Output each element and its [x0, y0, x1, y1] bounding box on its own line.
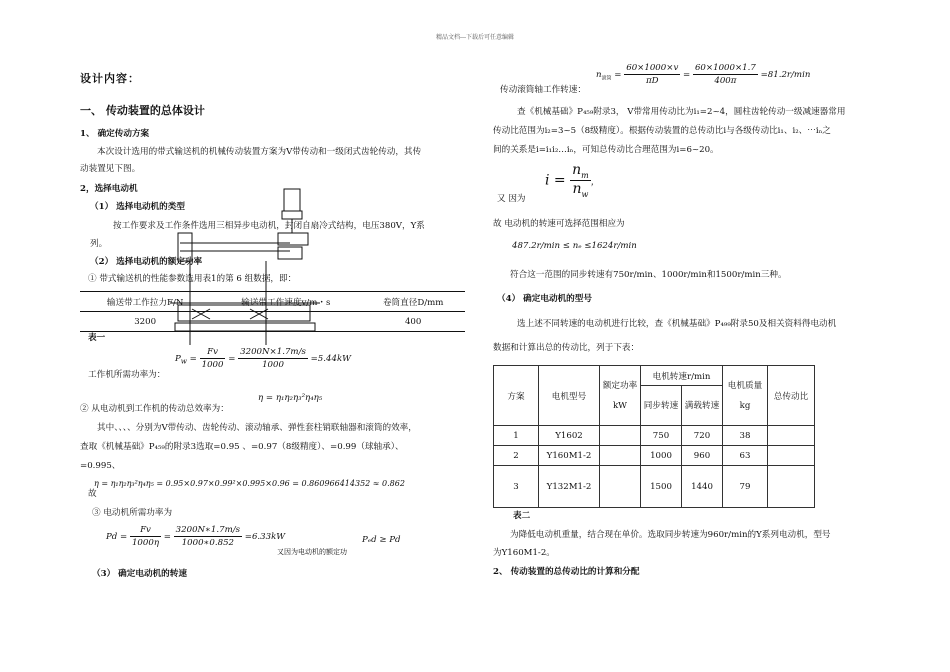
paragraph-5a: 查《机械基础》P₄₅₉附录3， V带常用传动比为i₁=2~4，圆柱齿轮传动一级减速器常用 [517, 107, 846, 117]
paragraph-8b: 为Y160M1-2。 [493, 548, 555, 558]
table2-header: 电机型号 [539, 366, 600, 426]
paragraph-2a: 按工作要求及工作条件选用三相异步电动机，封闭自扇冷式结构，电压380V，Y系 [113, 221, 425, 231]
table2-cell: Y1602 [539, 426, 600, 446]
table2-cell: Y160M1-2 [539, 446, 600, 466]
table2-header: 额定功率kW [600, 366, 641, 426]
table2-header: 方案 [494, 366, 539, 426]
ped-formula: Pₑd ≥ Pd [362, 535, 401, 545]
pw-label: 工作机所需功率为： [88, 370, 166, 380]
subsection-2-2: （2） 选择电动机的额定功率 [90, 257, 203, 267]
table2-cell: 2 [494, 446, 539, 466]
table1-cell: 400 [404, 316, 422, 327]
paragraph-8a: 为降低电动机重量，结合现在单价。选取同步转速为960r/min的Y系列电动机，型号 [510, 530, 831, 540]
paragraph-4b: 查取《机械基础》P₄₅₉的附录3选取=0.95 、=0.97（8级精度）、=0.99（球轴承）、 [80, 442, 404, 452]
paragraph-2b: 列。 [90, 239, 108, 249]
table2-header: 电机质量kg [723, 366, 768, 426]
table2-header: 电机转速r/min [641, 366, 723, 386]
section-1-title: 一、 传动装置的总体设计 [80, 104, 205, 117]
table2-cell [768, 466, 815, 508]
nw-formula: $n_{滚筒}$ = $\frac{60\times 1000\times v}{\pi D}$ = $\frac{60\times 1000\times 1.7}{400\pi}$ =81.2r/min [596, 63, 811, 86]
design-title: 设计内容： [80, 72, 140, 85]
pd-formula: Pd = $\frac{Fv}{1000\eta}$ = $\frac{3200N∗1.7m/s}{1000∗0.852}$ =6.33kW [106, 525, 286, 548]
pw-formula: $P_w$ = $\frac{Fv}{1000}$ = $\frac{3200N\times 1.7m/s}{1000}$ =5.44kW [175, 347, 351, 370]
speed-range: 487.2r/min ≤ nₑ ≤1624r/min [512, 241, 637, 251]
paragraph-5b: 传动比范围为i₂=3~5（8级精度）。根据传动装置的总传动比i与各级传动比i₁、i₂、⋯iₙ之 [493, 126, 831, 136]
table2-cell [768, 446, 815, 466]
subsection-3: 2、 传动装置的总传动比的计算和分配 [493, 567, 640, 577]
table2-cell: 720 [682, 426, 723, 446]
table2-cell: 63 [723, 446, 768, 466]
table2-cell: 1500 [641, 466, 682, 508]
table2-cell: 79 [723, 466, 768, 508]
table2-cell [600, 426, 641, 446]
table2-cell: 960 [682, 446, 723, 466]
motor-icon [284, 189, 300, 211]
base-frame [175, 323, 315, 331]
page-header: 精品文档---下载后可任意编辑 [435, 34, 515, 41]
paragraph-4a: 其中、、、、分别为V带传动、齿轮传动、滚动轴承、弹性套柱销联轴器和滚筒的效率， [97, 423, 417, 433]
paragraph-7b: 数据和计算出总的传动比，列于下表： [493, 343, 640, 353]
i-formula: i = $\frac{n_m}{n_w}$ ， [545, 162, 600, 199]
table2-header: 总传动比 [768, 366, 815, 426]
table2-cell: 1 [494, 426, 539, 446]
table2-cell [600, 466, 641, 508]
paragraph-5c: 间的关系是i=i₁i₂…iₙ，可知总传动比合理范围为i=6~20。 [493, 145, 719, 155]
transmission-diagram [170, 185, 325, 350]
paragraph-7a: 选上述不同转速的电动机进行比较，查《机械基础》P₄₉₉附录50及相关资料得电动机 [517, 319, 837, 329]
drum-icon [178, 233, 192, 261]
you-yin: 又 因为 [497, 194, 526, 204]
table2-cell: 38 [723, 426, 768, 446]
subsection-2-4: （4） 确定电动机的型号 [497, 294, 592, 304]
motor-comparison-table [493, 365, 815, 508]
table1-header: 卷筒直径D/mm [382, 297, 444, 308]
table2-header: 同步转速 [641, 386, 682, 426]
table2-header: 满载转速 [682, 386, 723, 426]
table1-cell: 3200 [134, 316, 157, 327]
table1-header: 输送带工作拉力F/N [106, 297, 184, 308]
table2-cell: 1000 [641, 446, 682, 466]
table2-cell [768, 426, 815, 446]
table2-cell: 1440 [682, 466, 723, 508]
motor-base [282, 211, 302, 219]
paragraph-1a: 本次设计选用的带式输送机的机械传动装置方案为V带传动和一级闭式齿轮传动，其传 [97, 147, 422, 157]
table2-cell: Y132M1-2 [539, 466, 600, 508]
pd-label: ③ 电动机所需功率为 [92, 508, 173, 518]
nw-label: 传动滚筒轴工作转速： [500, 85, 586, 95]
paragraph-3: ① 带式输送机的性能参数选用表1的第 6 组数据，即： [88, 274, 297, 284]
subsection-2-1: （1） 选择电动机的类型 [90, 202, 185, 212]
eta-formula: η = η₁η₂η₃²η₄η₅ [258, 393, 323, 403]
subsection-2: 2，选择电动机 [80, 184, 138, 194]
table2-cell [600, 446, 641, 466]
gu-label: 故 [88, 489, 97, 499]
paragraph-1b: 动装置见下图。 [80, 164, 141, 174]
subsection-2-3: （3） 确定电动机的转速 [92, 569, 187, 579]
table2-caption: 表二 [513, 511, 531, 521]
table1-caption: 表一 [88, 333, 106, 343]
table1-header: 输送带工作速度v/m・s [241, 297, 331, 308]
v-belt-pulley-bottom [278, 247, 302, 259]
eta-calc: η = η₁η₂η₃²η₄η₅ = 0.95×0.97×0.99²×0.995×0.96 = 0.860966414352 ≈ 0.862 [94, 479, 405, 488]
subsection-1: 1、 确定传动方案 [80, 129, 150, 139]
pd-note: 又因为电动机的额定功 [277, 548, 347, 556]
paragraph-4c: =0.995、 [80, 461, 121, 471]
gu-text: 故 电动机的转速可选择范围相应为 [493, 219, 625, 229]
paragraph-6: 符合这一范围的同步转速有750r/min、1000r/min和1500r/min三种。 [510, 270, 787, 280]
eta-label: ② 从电动机到工作机的传动总效率为： [80, 404, 229, 414]
table2-cell: 3 [494, 466, 539, 508]
table2-cell: 750 [641, 426, 682, 446]
gearbox-icon [178, 305, 310, 321]
